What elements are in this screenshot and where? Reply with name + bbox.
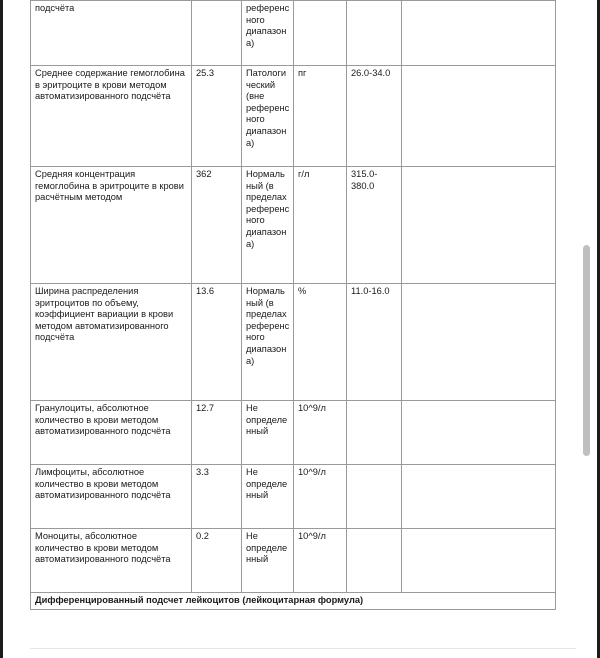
table-row bbox=[31, 167, 556, 284]
cell-test-status: Не определенный bbox=[242, 529, 294, 593]
cell-test-status: Патологический (вне референсного диапазона) bbox=[242, 66, 294, 167]
cell-test-unit: 10^9/л bbox=[294, 401, 347, 465]
cell-test-status: референсного диапазона) bbox=[242, 1, 294, 66]
table-row bbox=[31, 465, 556, 529]
vertical-scrollbar[interactable] bbox=[585, 0, 594, 658]
cell-test-value: 0.2 bbox=[192, 529, 242, 593]
table-row bbox=[31, 401, 556, 465]
table-row bbox=[31, 529, 556, 593]
cell-test-unit: 10^9/л bbox=[294, 529, 347, 593]
cell-test-value bbox=[192, 1, 242, 66]
cell-test-unit: % bbox=[294, 284, 347, 401]
cell-test-reference bbox=[347, 401, 402, 465]
cell-test-unit: пг bbox=[294, 66, 347, 167]
document-page bbox=[3, 0, 597, 658]
cell-test-value: 362 bbox=[192, 167, 242, 284]
table-section-header-row bbox=[31, 593, 556, 610]
cell-test-name: Лимфоциты, абсолютное количество в крови методом автоматизированного подсчёта bbox=[31, 465, 192, 529]
cell-test-unit: 10^9/л bbox=[294, 465, 347, 529]
page-separator-rule bbox=[30, 648, 576, 649]
table-row bbox=[31, 1, 556, 66]
cell-test-name: Гранулоциты, абсолютное количество в крови методом автоматизированного подсчёта bbox=[31, 401, 192, 465]
cell-test-reference bbox=[347, 1, 402, 66]
cell-test-name: Ширина распределения эритроцитов по объему, коэффициент вариации в крови методом автоматизированного подсчёта bbox=[31, 284, 192, 401]
cell-test-name: подсчёта bbox=[31, 1, 192, 66]
cell-test-note bbox=[402, 1, 556, 66]
lab-results-table bbox=[30, 0, 556, 610]
cell-test-note bbox=[402, 284, 556, 401]
cell-test-value: 13.6 bbox=[192, 284, 242, 401]
cell-test-note bbox=[402, 465, 556, 529]
cell-test-status: Нормальный (в пределах референсного диапазона) bbox=[242, 167, 294, 284]
cell-test-status: Не определенный bbox=[242, 465, 294, 529]
cell-test-name: Средняя концентрация гемоглобина в эритроците в крови расчётным методом bbox=[31, 167, 192, 284]
cell-test-unit: г/л bbox=[294, 167, 347, 284]
table-row bbox=[31, 284, 556, 401]
cell-test-status: Нормальный (в пределах референсного диапазона) bbox=[242, 284, 294, 401]
cell-test-value: 25.3 bbox=[192, 66, 242, 167]
cell-test-reference: 315.0-380.0 bbox=[347, 167, 402, 284]
cell-test-reference bbox=[347, 529, 402, 593]
cell-test-reference: 26.0-34.0 bbox=[347, 66, 402, 167]
cell-test-note bbox=[402, 66, 556, 167]
cell-test-reference bbox=[347, 465, 402, 529]
cell-test-reference: 11.0-16.0 bbox=[347, 284, 402, 401]
lab-report-sheet bbox=[30, 0, 557, 610]
section-header-leukocyte-formula: Дифференцированный подсчет лейкоцитов (лейкоцитарная формула) bbox=[31, 593, 556, 610]
scrollbar-thumb[interactable] bbox=[583, 245, 590, 456]
cell-test-note bbox=[402, 401, 556, 465]
cell-test-name: Среднее содержание гемоглобина в эритроците в крови методом автоматизированного подсчёта bbox=[31, 66, 192, 167]
cell-test-value: 12.7 bbox=[192, 401, 242, 465]
cell-test-unit bbox=[294, 1, 347, 66]
cell-test-value: 3.3 bbox=[192, 465, 242, 529]
cell-test-status: Не определенный bbox=[242, 401, 294, 465]
table-row bbox=[31, 66, 556, 167]
cell-test-name: Моноциты, абсолютное количество в крови методом автоматизированного подсчёта bbox=[31, 529, 192, 593]
cell-test-note bbox=[402, 529, 556, 593]
cell-test-note bbox=[402, 167, 556, 284]
